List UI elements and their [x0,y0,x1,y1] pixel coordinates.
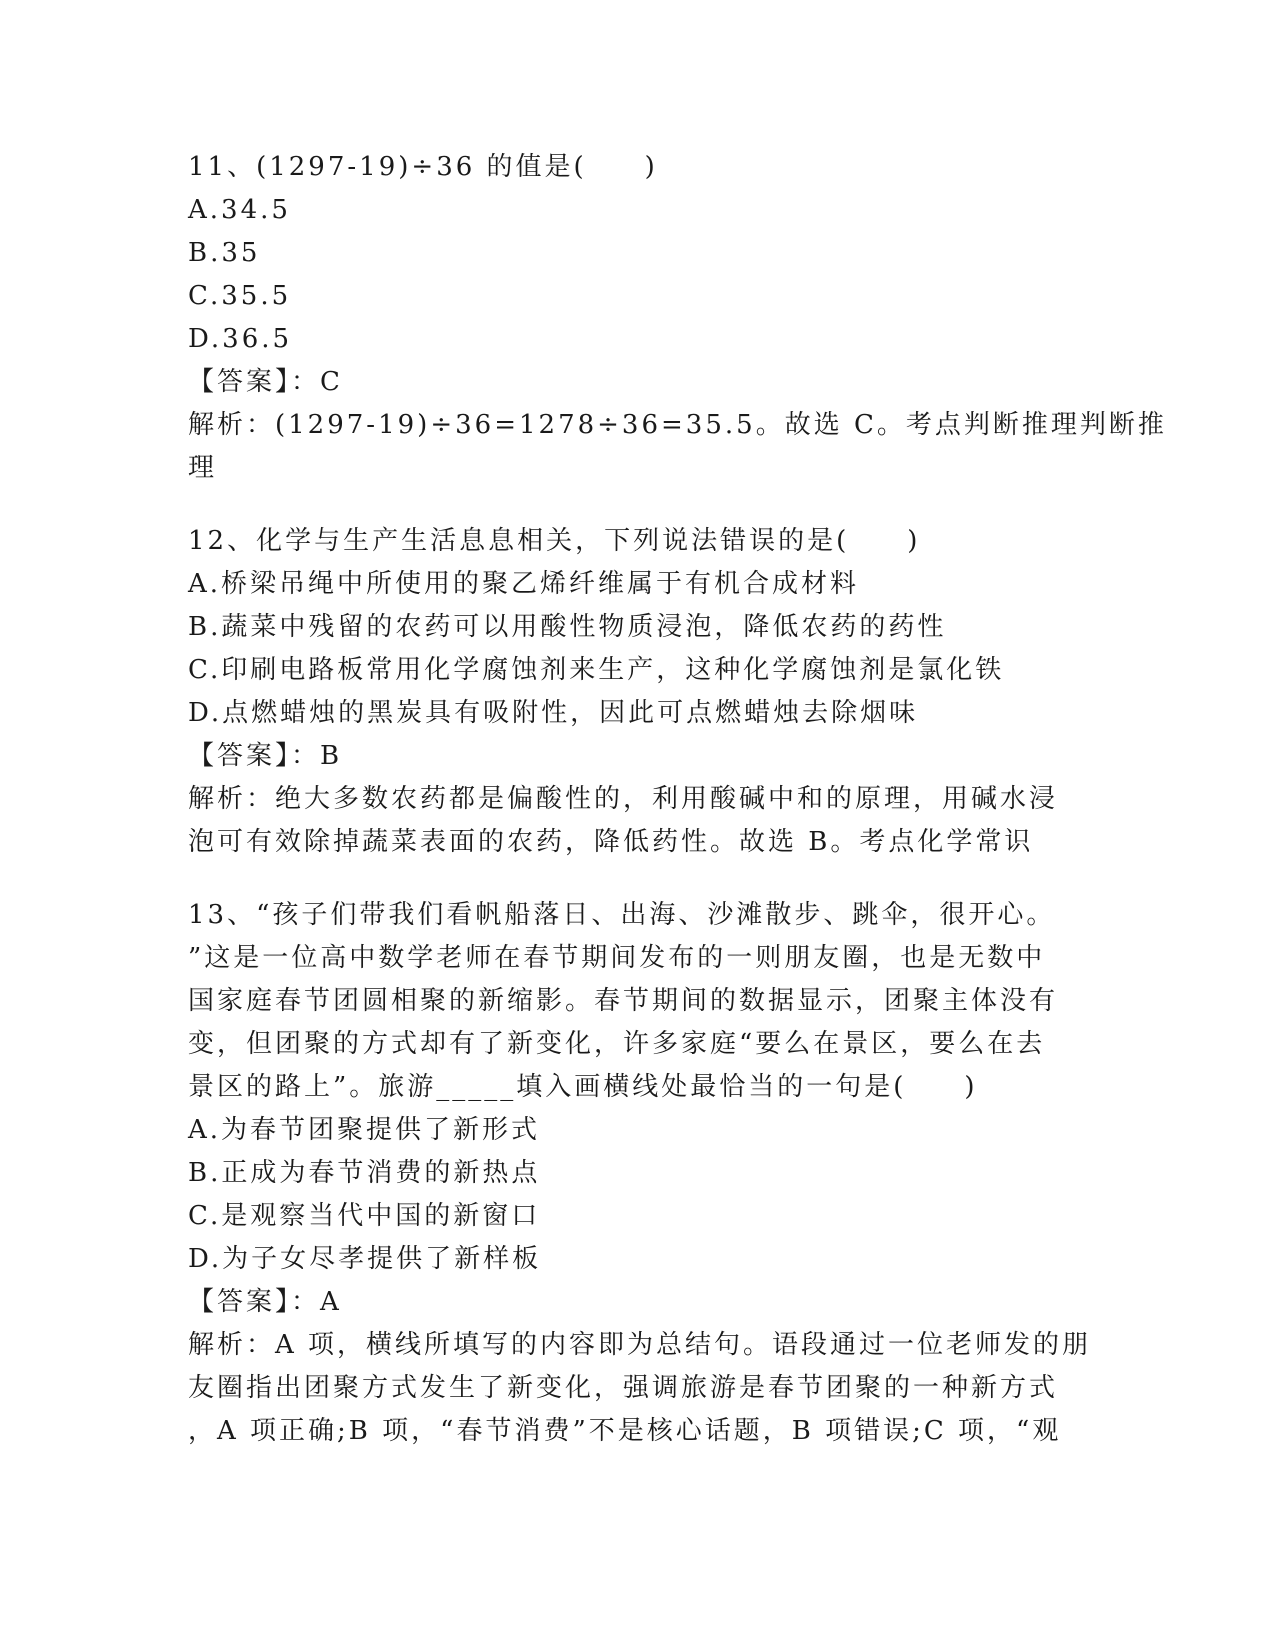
option-a: A.34.5 [188,195,291,225]
option-b: B.正成为春节消费的新热点 [188,1158,541,1188]
question-13 [188,894,1092,1453]
option-b: B.35 [188,238,261,268]
answer-line: 【答案】：C [188,367,343,397]
option-c: C.印刷电路板常用化学腐蚀剂来生产，这种化学腐蚀剂是氯化铁 [188,655,1005,685]
answer-line: 【答案】：A [188,1287,342,1317]
question-stem: 国家庭春节团圆相聚的新缩影。春节期间的数据显示，团聚主体没有 [188,986,1059,1016]
option-d: D.36.5 [188,324,293,354]
analysis-line: 解析：绝大多数农药都是偏酸性的，利用酸碱中和的原理，用碱水浸 [188,784,1059,814]
analysis-line: 解析：(1297-19)÷36=1278÷36=35.5。故选 C。考点判断推理判断推 [188,410,1167,440]
analysis-line: ，A 项正确;B 项，“春节消费”不是核心话题，B 项错误;C 项，“观 [188,1416,1062,1446]
option-c: C.是观察当代中国的新窗口 [188,1201,541,1231]
question-stem: ”这是一位高中数学老师在春节期间发布的一则朋友圈，也是无数中 [188,943,1046,973]
question-stem: 11、(1297-19)÷36 的值是( ) [188,152,658,182]
question-11 [188,146,1167,490]
analysis-line: 解析：A 项，横线所填写的内容即为总结句。语段通过一位老师发的朋 [188,1330,1092,1360]
option-a: A.桥梁吊绳中所使用的聚乙烯纤维属于有机合成材料 [188,569,860,599]
option-d: D.为子女尽孝提供了新样板 [188,1244,542,1274]
analysis-line: 理 [188,453,218,483]
question-stem: 景区的路上”。旅游_____填入画横线处最恰当的一句是( ) [188,1072,978,1102]
question-stem: 变，但团聚的方式却有了新变化，许多家庭“要么在景区，要么在去 [188,1029,1046,1059]
option-b: B.蔬菜中残留的农药可以用酸性物质浸泡，降低农药的药性 [188,612,947,642]
option-a: A.为春节团聚提供了新形式 [188,1115,541,1145]
analysis-line: 泡可有效除掉蔬菜表面的农药，降低药性。故选 B。考点化学常识 [188,827,1034,857]
option-c: C.35.5 [188,281,292,311]
answer-line: 【答案】：B [188,741,343,771]
document-page [188,146,1167,1453]
spacer [188,864,1088,894]
question-stem: 13、“孩子们带我们看帆船落日、出海、沙滩散步、跳伞，很开心。 [188,900,1056,930]
analysis-line: 友圈指出团聚方式发生了新变化，强调旅游是春节团聚的一种新方式 [188,1373,1059,1403]
spacer [188,490,1088,520]
option-d: D.点燃蜡烛的黑炭具有吸附性，因此可点燃蜡烛去除烟味 [188,698,919,728]
question-12 [188,520,1088,864]
question-stem: 12、化学与生产生活息息相关，下列说法错误的是( ) [188,526,921,556]
